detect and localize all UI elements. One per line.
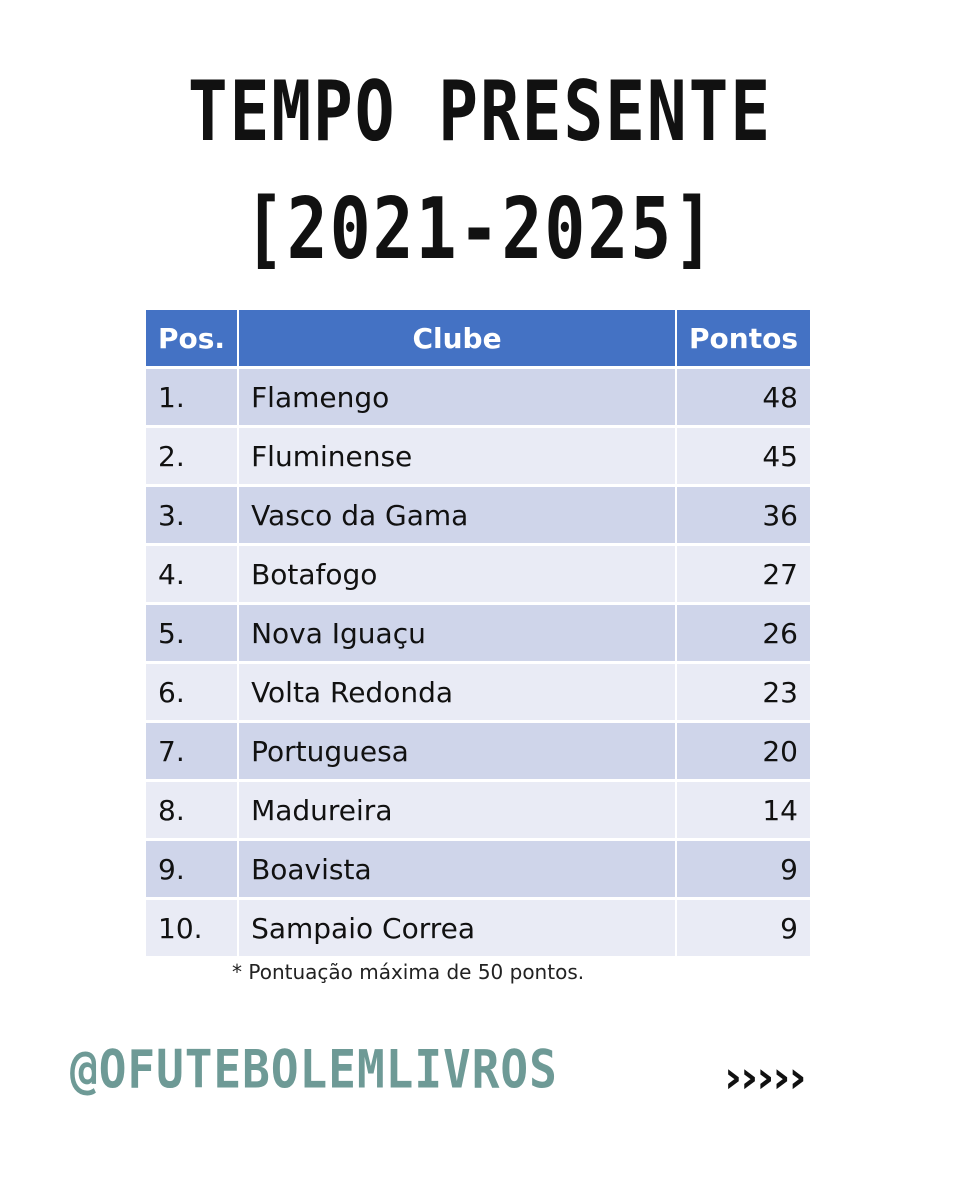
table-row (146, 782, 810, 838)
cell-points: 23 (677, 664, 810, 720)
table-row (146, 428, 810, 484)
cell-club: Boavista (239, 841, 675, 897)
cell-club: Flamengo (239, 369, 675, 425)
footnote: * Pontuação máxima de 50 pontos. (232, 960, 585, 984)
cell-pos: 9. (146, 841, 237, 897)
table-row (146, 487, 810, 543)
cell-pos: 5. (146, 605, 237, 661)
cell-pos: 8. (146, 782, 237, 838)
cell-points: 9 (677, 841, 810, 897)
cell-points: 14 (677, 782, 810, 838)
table-row (146, 664, 810, 720)
cell-club: Vasco da Gama (239, 487, 675, 543)
cell-club: Volta Redonda (239, 664, 675, 720)
table-header-row (146, 310, 810, 366)
column-header-pos: Pos. (146, 310, 237, 366)
cell-points: 9 (677, 900, 810, 956)
cell-pos: 1. (146, 369, 237, 425)
cell-points: 26 (677, 605, 810, 661)
cell-points: 20 (677, 723, 810, 779)
table-row (146, 900, 810, 956)
next-arrows-icon[interactable]: ››››› (724, 1052, 805, 1103)
cell-pos: 3. (146, 487, 237, 543)
table-row (146, 369, 810, 425)
cell-pos: 2. (146, 428, 237, 484)
cell-club: Nova Iguaçu (239, 605, 675, 661)
social-handle: @OFUTEBOLEMLIVROS (70, 1038, 558, 1101)
page-title: TEMPO PRESENTE (187, 63, 773, 160)
ranking-table (144, 307, 812, 959)
cell-points: 27 (677, 546, 810, 602)
column-header-points: Pontos (677, 310, 810, 366)
cell-points: 45 (677, 428, 810, 484)
cell-pos: 6. (146, 664, 237, 720)
table-row (146, 605, 810, 661)
column-header-club: Clube (239, 310, 675, 366)
cell-club: Sampaio Correa (239, 900, 675, 956)
cell-club: Botafogo (239, 546, 675, 602)
cell-club: Madureira (239, 782, 675, 838)
cell-pos: 10. (146, 900, 237, 956)
table-row (146, 546, 810, 602)
table-row (146, 841, 810, 897)
cell-club: Portuguesa (239, 723, 675, 779)
page-subtitle-years: [2021-2025] (243, 180, 717, 279)
cell-points: 48 (677, 369, 810, 425)
cell-club: Fluminense (239, 428, 675, 484)
cell-points: 36 (677, 487, 810, 543)
cell-pos: 7. (146, 723, 237, 779)
table-row (146, 723, 810, 779)
cell-pos: 4. (146, 546, 237, 602)
